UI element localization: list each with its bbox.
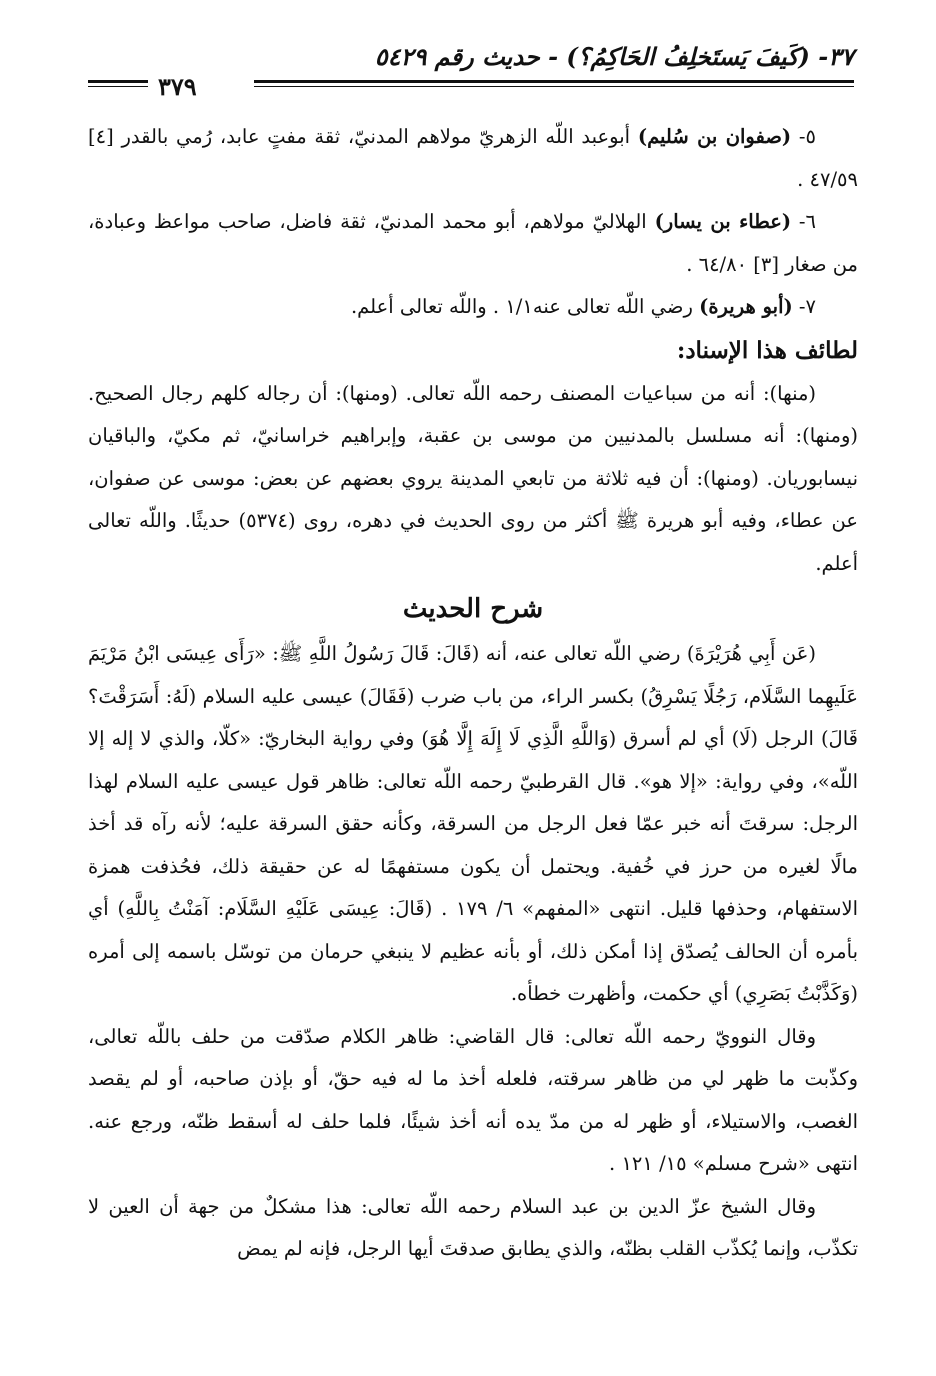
sharh-paragraph-2: وقال النوويّ رحمه اللّه تعالى: قال القاضي: ظاهر الكلام صدّقت من حلف باللّه تعالى، وكذّبت ما ظهر لي من ظاهر سرقته، فلعله أخذ ما له فيه حقّ، أو بإذن صاحبه، أو لم يقصد الغصب، والاستيلاء، أو ظهر له من مدّ يده أنه أخذ شيئًا، فلما حلف له أسقط ظنّه، ورجع عنه. انتهى «شرح مسلم» ١٥/ ١٢١ . [88, 1024, 858, 1175]
lataif-paragraph: (منها): أنه من سباعيات المصنف رحمه اللّه تعالى. (ومنها): أن رجاله كلهم رجال الصحيح. (ومنها): أنه مسلسل بالمدنيين من موسى بن عقبة، وإبراهيم خراسانيّ، ثم مكيّ، والباقيان نيسابوريان. (ومنها): أن فيه ثلاثة من تابعي المدينة يروي بعضهم عن بعض: موسى عن صفوان، عن عطاء، وفيه أبو هريرة ﷺ أكثر من روى الحديث في دهره، روى (٥٣٧٤) حديثًا. واللّه تعالى أعلم. [88, 381, 858, 575]
sharh-heading: شرح الحديث [402, 594, 544, 624]
narrator-entry-6 [88, 201, 858, 286]
narrator-number: ٥- [798, 125, 816, 148]
narrator-text: الهلاليّ مولاهم، أبو محمد المدنيّ، ثقة فاضل، صاحب مواعظ وعبادة، من صغار [٣] ٦٤/٨٠ . [88, 210, 858, 276]
narrator-text: أبوعبد اللّه الزهريّ مولاهم المدنيّ، ثقة مفتٍ عابد، رُمي بالقدر [٤] ٤٧/٥٩ . [88, 125, 858, 191]
narrator-name: (صفوان بن سُليم) [637, 125, 792, 148]
running-title: ٣٧- (كَيفَ يَستَخلِفُ الحَاكِمُ؟) - حديث رقم ٥٤٢٩ [374, 42, 854, 71]
sharh-paragraph-3: وقال الشيخ عزّ الدين بن عبد السلام رحمه اللّه تعالى: هذا مشكلٌ من جهة أن العين لا تكذّب، وإنما يُكذّب القلب بظنّه، والذي يطابق صدقتَ أيها الرجل، فإنه لم يمض [88, 1194, 858, 1260]
narrator-name: (أبو هريرة) [699, 295, 793, 318]
narrator-text: رضي اللّه تعالى عنه١/١ . واللّه تعالى أعلم. [350, 295, 693, 318]
header-rule-left [88, 80, 148, 83]
header-rule [254, 80, 854, 83]
page-body [88, 116, 858, 1271]
page-number: ٣٧٩ [158, 72, 197, 101]
lataif-heading: لطائف هذا الإسناد: [676, 336, 858, 364]
narrator-number: ٧- [798, 295, 816, 318]
narrator-entry-5 [88, 116, 858, 201]
sharh-paragraph-1: (عَن أَبِي هُرَيْرَةَ) رضي اللّه تعالى عنه، أنه (قَالَ: قَالَ رَسُولُ اللَّهِ ﷺ: «رَأَى عِيسَى ابْنُ مَرْيَمَ عَلَيهِما السَّلَام، رَجُلًا يَسْرِقُ) بكسر الراء، من باب ضرب (فَقَالَ) عيسى عليه السلام (لَهُ: أَسَرَقْتَ؟ قَالَ) الرجل (لَا) أي لم أسرق (وَاللَّهِ الَّذِي لَا إِلَهَ إِلَّا هُوَ) وفي رواية البخاريّ: «كلّا، والذي لا إله إلا اللّه»، وفي رواية: «إلا هو». قال القرطبيّ رحمه اللّه تعالى: ظاهر قول عيسى عليه السلام لهذا الرجل: سرقتَ أنه خبر عمّا فعل الرجل من السرقة، وكأنه حقق السرقة عليه؛ لأنه رآه قد أخذ مالًا لغيره من حرز في خُفية. ويحتمل أن يكون مستفهمًا له عن حقيقة ذلك، فحُذفت همزة الاستفهام، وحذفها قليل. انتهى «المفهم» ٦/ ١٧٩ . (قَالَ: عِيسَى عَلَيْهِ السَّلَام: آمَنْتُ بِاللَّهِ) أي بأمره أن الحالف يُصدّق إذا أمكن ذلك، أو بأنه عظيم لا ينبغي حرمان من توسّل باسمه إلى أمره (وَكَذَّبْتُ بَصَرِي) أي حكمت، وأظهرت خطأه. [88, 642, 858, 1005]
header-rule-thin [254, 86, 854, 87]
page-header [88, 42, 854, 102]
narrator-number: ٦- [798, 210, 816, 233]
header-rule-left-thin [88, 86, 148, 87]
narrator-name: (عطاء بن يسار) [654, 210, 792, 233]
narrator-entry-7 [88, 286, 858, 329]
